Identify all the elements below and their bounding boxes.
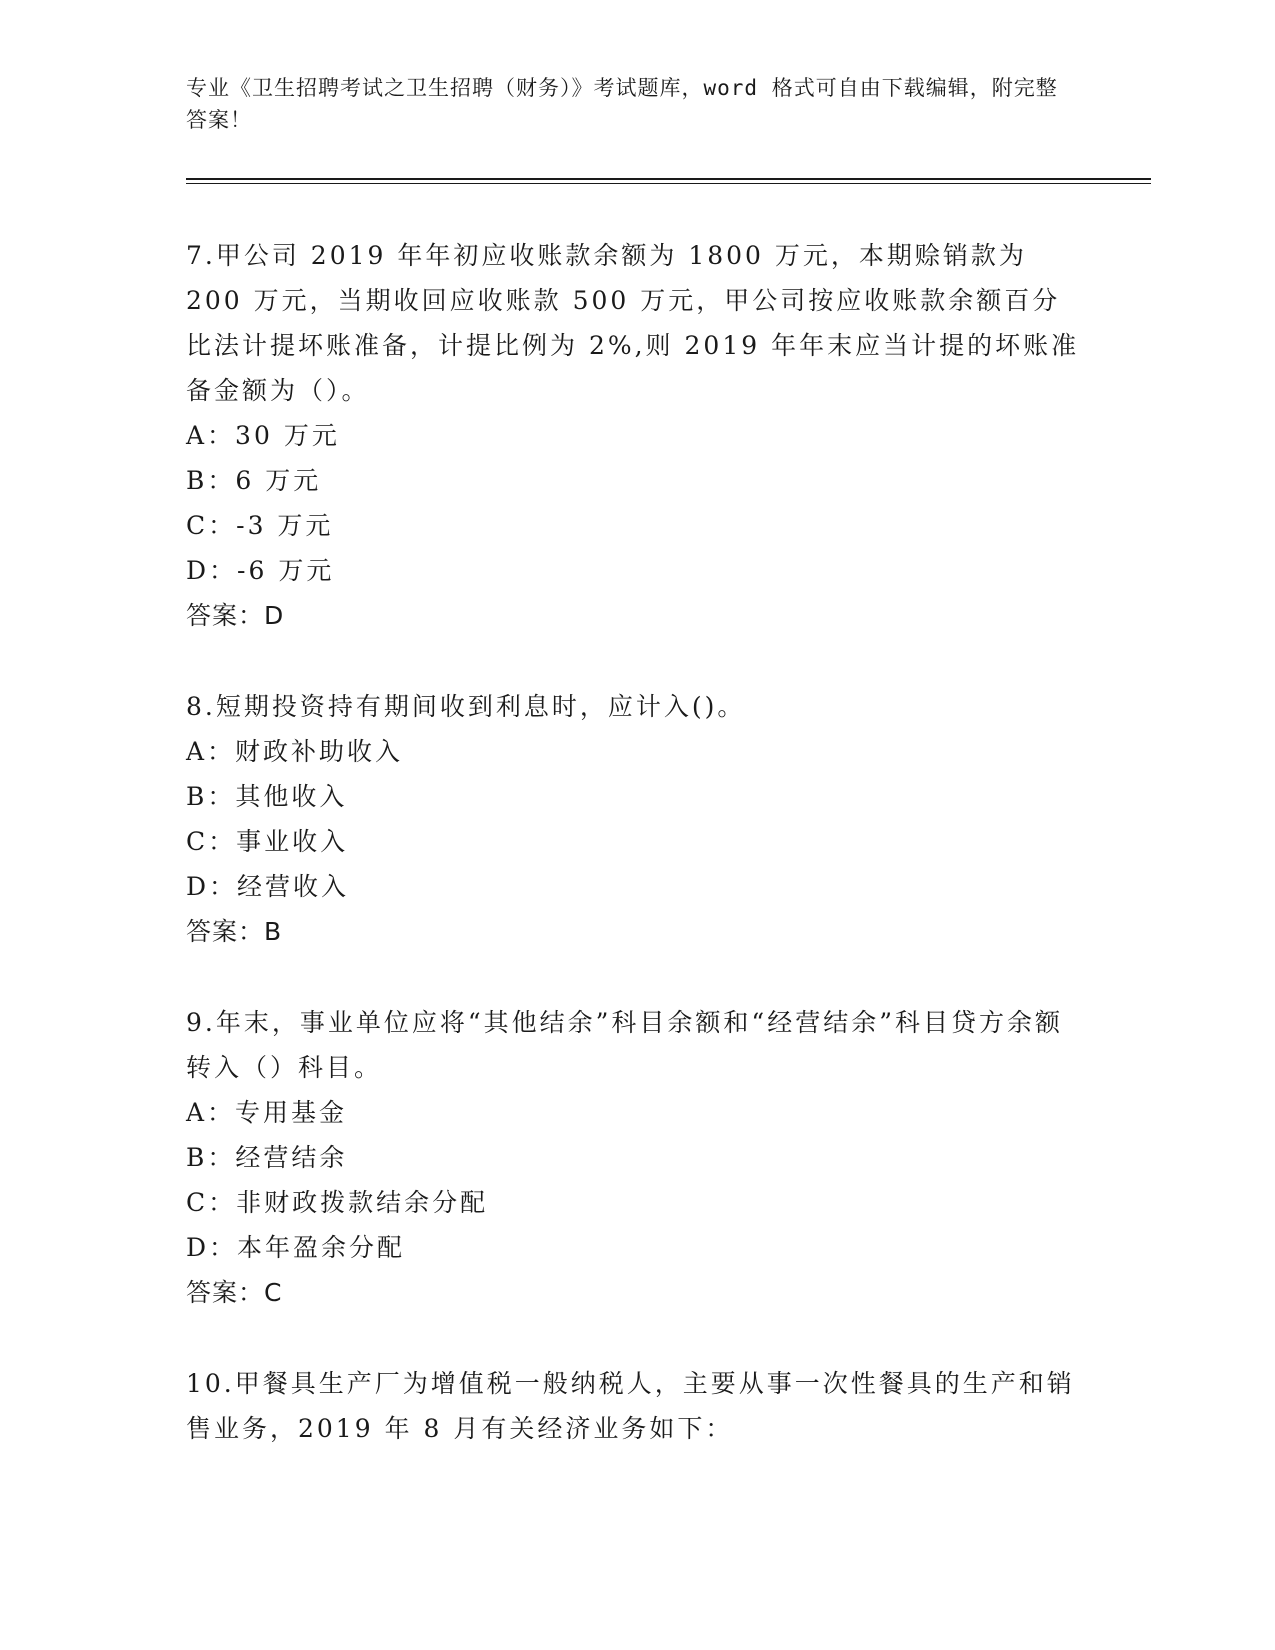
option-c: C：事业收入 [186, 827, 349, 856]
question-8 [186, 684, 1086, 954]
question-list [186, 233, 1086, 1497]
question-stem: 9.年末，事业单位应将“其他结余”科目余额和“经营结余”科目贷方余额转入（）科目。 [186, 1008, 1063, 1082]
question-stem: 10.甲餐具生产厂为增值税一般纳税人，主要从事一次性餐具的生产和销售业务，2019 年 8 月有关经济业务如下： [186, 1369, 1075, 1443]
question-10 [186, 1361, 1086, 1451]
option-b: B：6 万元 [186, 466, 322, 495]
option-d: D：本年盈余分配 [186, 1233, 406, 1262]
option-d: D：-6 万元 [186, 556, 335, 585]
header-divider-thick [186, 178, 1151, 180]
answer-line: 答案：C [186, 1278, 283, 1307]
option-a: A：专用基金 [186, 1098, 348, 1127]
option-a: A：30 万元 [186, 421, 340, 450]
document-header: 专业《卫生招聘考试之卫生招聘（财务）》考试题库，word 格式可自由下载编辑，附完整答案！ [186, 76, 1058, 132]
option-b: B：其他收入 [186, 782, 348, 811]
question-stem: 7.甲公司 2019 年年初应收账款余额为 1800 万元，本期赊销款为 200 万元，当期收回应收账款 500 万元，甲公司按应收账款余额百分比法计提坏账准备，计提比例为 2%,则 2019 年年末应当计提的坏账准备金额为（）。 [186, 241, 1080, 405]
answer-line: 答案：D [186, 601, 285, 630]
header-divider-thin [186, 183, 1151, 184]
option-a: A：财政补助收入 [186, 737, 404, 766]
question-7 [186, 233, 1086, 638]
option-d: D：经营收入 [186, 872, 350, 901]
question-9 [186, 1000, 1086, 1315]
option-c: C：-3 万元 [186, 511, 334, 540]
option-b: B：经营结余 [186, 1143, 348, 1172]
option-c: C：非财政拨款结余分配 [186, 1188, 489, 1217]
answer-line: 答案：B [186, 917, 283, 946]
question-stem: 8.短期投资持有期间收到利息时，应计入()。 [186, 692, 746, 721]
